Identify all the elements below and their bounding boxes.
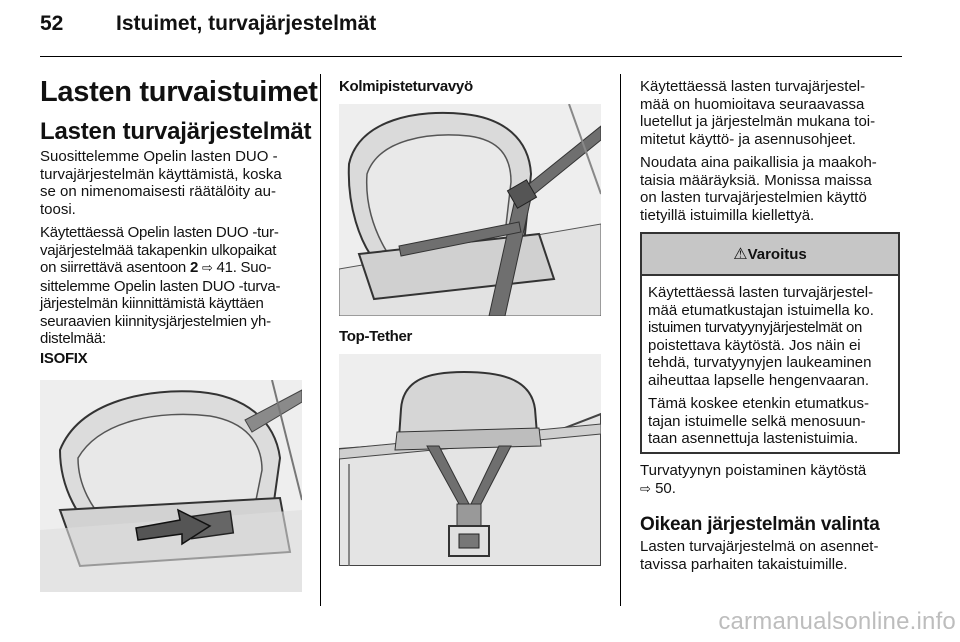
- warning-icon: ⚠: [733, 244, 748, 263]
- isofix-illustration: [40, 380, 302, 592]
- regulations-paragraph: Noudata aina paikallisia ja maakoh- taisia määräyksiä. Monissa maissa on lasten turvajärjestelmien käyttö tietyillä istuimilla kiellettyä.: [640, 154, 877, 224]
- warning-body: Käytettäessä lasten turvajärjestel- mää etumatkustajan istuimella ko. istuimen turvatyynyjärjestelmät on poistettava käytöstä. Jos näin ei tehdä, turvatyynyjen laukeaminen aiheuttaa lapselle hengenvaaran. Tämä koskee etenkin etumatkus- tajan istuimelle selkä menosuun- taan asennettuja lastenistuimia.: [648, 284, 874, 447]
- column-divider: [320, 74, 321, 606]
- selection-paragraph: Lasten turvajärjestelmä on asennet- tavissa parhaiten takaistuimille.: [640, 538, 879, 573]
- top-tether-label: Top-Tether: [339, 328, 413, 345]
- page-reference[interactable]: 50.: [650, 479, 676, 497]
- subsection-heading: Lasten turvajärjestelmät: [40, 118, 312, 145]
- section-heading: Lasten turvaistuimet: [40, 76, 318, 108]
- instructions-paragraph: Käytettäessä lasten turvajärjestel- mää on huomioitava seuraavassa luetellut ja järjestelmän mukana toi- mitetut käyttö- ja asennusohjeet.: [640, 78, 876, 148]
- page-number: 52: [40, 12, 64, 35]
- warning-title: Varoitus: [747, 246, 807, 263]
- isofix-label: ISOFIX: [40, 350, 88, 367]
- airbag-reference: Turvatyynyn poistaminen käytöstä ⇨ 50.: [640, 462, 867, 497]
- column-divider: [620, 74, 621, 606]
- top-tether-illustration: [339, 354, 601, 566]
- three-point-belt-illustration: [339, 104, 601, 316]
- intro-paragraph: Suosittelemme Opelin lasten DUO - turvajärjestelmän käyttämistä, koska se on nimenomaisesti räätälöity au- toosi.: [40, 148, 282, 218]
- three-point-belt-label: Kolmipisteturvavyö: [339, 78, 473, 95]
- arrow-right-icon: ⇨: [640, 481, 651, 497]
- warning-box: [640, 232, 900, 454]
- arrow-right-icon: ⇨: [201, 261, 213, 276]
- warning-header: [642, 234, 898, 276]
- selection-heading: Oikean järjestelmän valinta: [640, 514, 880, 535]
- watermark: carmanualsonline.info: [718, 608, 956, 635]
- page-reference[interactable]: 41. Suo-: [212, 259, 272, 276]
- header-rule: [40, 56, 902, 57]
- chapter-title: Istuimet, turvajärjestelmät: [116, 12, 377, 35]
- duo-paragraph: Käytettäessä Opelin lasten DUO -tur- vajärjestelmää takapenkin ulkopaikat on siirrettävä asentoon 2 ⇨ 41. Suo- sittelemme Opelin lasten DUO -turva- järjestelmän kiinnittämistä käyttäen seuraavien kiinnitysjärjestelmien yh- distelmää:: [40, 224, 281, 347]
